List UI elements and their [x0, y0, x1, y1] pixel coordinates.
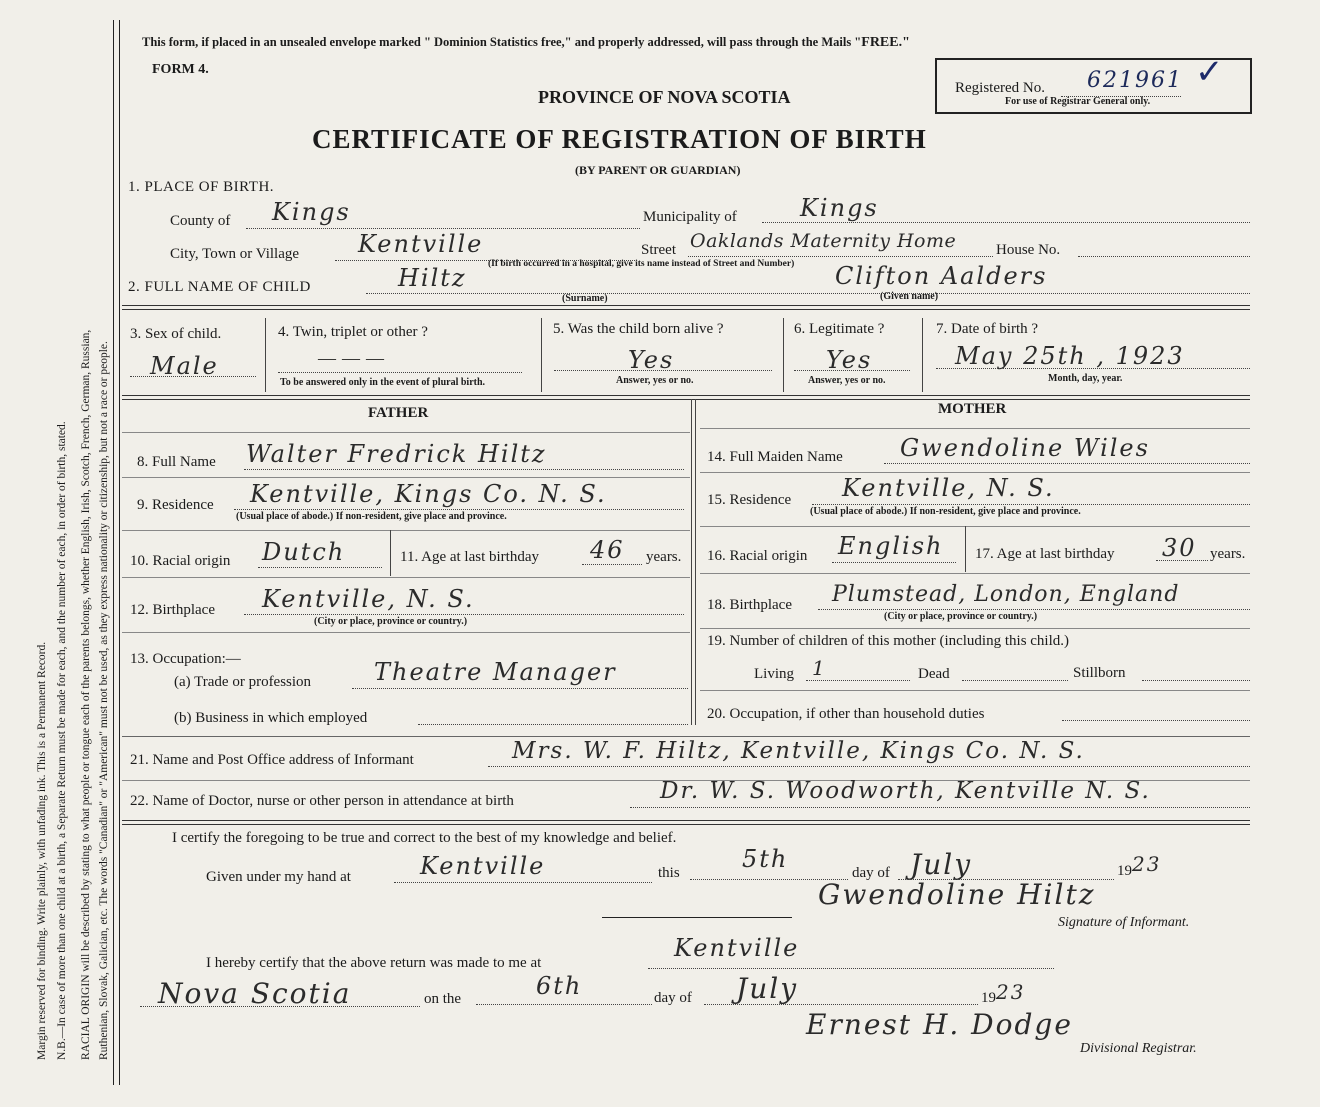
father-race-label: 10. Racial origin — [130, 553, 231, 569]
informant-signature-label: Signature of Informant. — [1058, 915, 1190, 930]
informant-value: Mrs. W. F. Hiltz, Kentville, Kings Co. N. S. — [512, 738, 1085, 764]
father-residence-label: 9. Residence — [137, 497, 214, 513]
father-years: years. — [646, 549, 682, 565]
certify-day: 5th — [742, 845, 789, 873]
divider — [122, 305, 1250, 306]
mother-race-label: 16. Racial origin — [707, 548, 808, 564]
place-of-birth-label: 1. PLACE OF BIRTH. — [128, 179, 275, 195]
city-value: Kentville — [358, 230, 484, 258]
mother-age-label: 17. Age at last birthday — [975, 546, 1115, 562]
father-race-line — [258, 567, 382, 568]
legitimate-note: Answer, yes or no. — [808, 375, 886, 386]
divider — [122, 399, 1250, 400]
mother-residence-note: (Usual place of abode.) If non-resident, give place and province. — [810, 506, 1081, 517]
certify-year: 23 — [1132, 852, 1162, 876]
divider — [122, 395, 1250, 396]
margin-note: N.B.—In case of more than one child at a birth, a Separate Return must be made for each, and the number of each, in order of birth, stated. — [56, 421, 68, 1060]
surname-note: (Surname) — [562, 293, 608, 304]
mother-race-value: English — [838, 532, 944, 560]
given-place-line — [394, 882, 652, 883]
divider-v — [265, 318, 266, 392]
divider — [122, 632, 690, 633]
given-name-note: (Given name) — [880, 291, 939, 302]
stillborn-line — [1142, 680, 1250, 681]
informant-label: 21. Name and Post Office address of Informant — [130, 752, 414, 768]
mother-birthplace-note: (City or place, province or country.) — [884, 611, 1038, 622]
page-subtitle: (BY PARENT OR GUARDIAN) — [575, 163, 741, 177]
registrar-day: 6th — [536, 972, 583, 1000]
divider — [122, 530, 690, 531]
father-name-value: Walter Fredrick Hiltz — [246, 440, 547, 468]
mother-birthplace-label: 18. Birthplace — [707, 597, 792, 613]
father-residence-line — [234, 509, 684, 510]
mother-race-line — [832, 562, 956, 563]
registered-label: Registered No. — [955, 80, 1045, 96]
house-line — [1078, 256, 1250, 257]
postal-note — [142, 35, 910, 51]
divider — [122, 309, 1250, 310]
registered-box — [935, 54, 1252, 114]
certify-year-prefix: 19 — [1117, 863, 1132, 879]
province-heading: PROVINCE OF NOVA SCOTIA — [538, 87, 791, 107]
business-label: (b) Business in which employed — [174, 710, 368, 726]
dob-value: May 25th , 1923 — [955, 342, 1185, 370]
registrar-day-of-label: day of — [654, 990, 692, 1006]
certify-month: July — [910, 848, 973, 881]
living-value: 1 — [812, 656, 827, 680]
hospital-note: (If birth occurred in a hospital, give its name instead of Street and Number) — [488, 259, 795, 269]
sex-line — [130, 376, 256, 377]
municipality-label: Municipality of — [643, 209, 737, 225]
father-residence-value: Kentville, Kings Co. N. S. — [250, 480, 607, 508]
mother-heading: MOTHER — [938, 401, 1007, 417]
child-name-line — [366, 293, 1250, 294]
registrar-province: Nova Scotia — [158, 977, 352, 1010]
street-line — [688, 256, 993, 257]
divider — [700, 526, 1250, 527]
twin-line — [278, 372, 522, 373]
signature-line — [602, 917, 792, 918]
municipality-value: Kings — [800, 194, 879, 222]
municipality-line — [762, 222, 1250, 223]
this-label: this — [658, 865, 680, 881]
doctor-value: Dr. W. S. Woodworth, Kentville N. S. — [660, 778, 1151, 804]
mother-age-value: 30 — [1162, 534, 1197, 562]
legitimate-line — [794, 370, 910, 371]
twin-value: ——— — [318, 348, 390, 368]
registrar-place: Kentville — [674, 934, 800, 962]
center-rule — [691, 399, 692, 725]
margin-note: Ruthenian, Slovak, Galician, etc. The words "Canadian" or "American" must not be used, as they express nationality or citizenship, but not a race or people. — [98, 341, 110, 1060]
legitimate-label: 6. Legitimate ? — [794, 321, 885, 337]
child-given-name: Clifton Aalders — [835, 262, 1048, 290]
father-residence-note: (Usual place of abode.) If non-resident, give place and province. — [236, 511, 507, 522]
father-birthplace-label: 12. Birthplace — [130, 602, 215, 618]
born-alive-note: Answer, yes or no. — [616, 375, 694, 386]
margin-rule-inner — [119, 20, 120, 1085]
sex-value: Male — [150, 352, 219, 380]
registrar-year: 23 — [996, 980, 1026, 1004]
margin-rule — [113, 20, 114, 1085]
mother-occupation-label: 20. Occupation, if other than household duties — [707, 706, 985, 722]
informant-line — [488, 766, 1250, 767]
father-age-line — [582, 564, 642, 565]
registrar-month: July — [736, 972, 799, 1005]
street-label: Street — [641, 242, 676, 258]
mother-occupation-line — [1062, 720, 1250, 721]
divider-v — [541, 318, 542, 392]
divider — [700, 628, 1250, 629]
divider — [122, 577, 690, 578]
house-label: House No. — [996, 242, 1061, 258]
children-label: 19. Number of children of this mother (including this child.) — [707, 633, 1070, 649]
divider — [700, 472, 1250, 473]
divider — [122, 820, 1250, 821]
legitimate-value: Yes — [826, 346, 873, 374]
father-birthplace-line — [244, 614, 684, 615]
born-alive-label: 5. Was the child born alive ? — [553, 321, 724, 337]
checkmark-icon: ✓ — [1195, 54, 1224, 91]
divider — [122, 736, 1250, 737]
given-place-value: Kentville — [420, 852, 546, 880]
sex-label: 3. Sex of child. — [130, 326, 222, 342]
registrar-signature: Ernest H. Dodge — [806, 1008, 1073, 1041]
on-the-label: on the — [424, 991, 462, 1007]
registrar-signature-label: Divisional Registrar. — [1080, 1041, 1197, 1056]
divider-v — [922, 318, 923, 392]
form-number: FORM 4. — [152, 62, 209, 77]
divider — [122, 824, 1250, 825]
registrar-year-prefix: 19 — [981, 990, 996, 1006]
divider-v — [965, 526, 966, 572]
dead-line — [962, 680, 1068, 681]
father-birthplace-value: Kentville, N. S. — [262, 585, 475, 613]
given-under-label: Given under my hand at — [206, 869, 351, 885]
margin-note: RACIAL ORIGIN will be described by stating to what people or tongue each of the parents belongs, whether English, Irish, Scotch, French, German, Russian, — [80, 329, 92, 1060]
father-heading: FATHER — [368, 405, 429, 421]
divider-v — [390, 530, 391, 576]
county-label: County of — [170, 213, 231, 229]
twin-label: 4. Twin, triplet or other ? — [278, 324, 428, 340]
trade-value: Theatre Manager — [374, 658, 617, 686]
mother-age-line — [1156, 560, 1208, 561]
father-name-label: 8. Full Name — [137, 454, 216, 470]
child-name-label: 2. FULL NAME OF CHILD — [128, 279, 311, 295]
informant-signature: Gwendoline Hiltz — [818, 878, 1096, 911]
registered-number: 621961 — [1087, 68, 1183, 93]
doctor-label: 22. Name of Doctor, nurse or other person in attendance at birth — [130, 793, 514, 809]
stillborn-label: Stillborn — [1073, 665, 1126, 681]
father-race-value: Dutch — [262, 538, 346, 566]
mother-name-value: Gwendoline Wiles — [900, 434, 1150, 462]
born-alive-line — [554, 370, 772, 371]
county-line — [246, 228, 640, 229]
certify-day-of-label: day of — [852, 865, 890, 881]
mother-birthplace-line — [818, 609, 1250, 610]
dob-label: 7. Date of birth ? — [936, 321, 1039, 337]
living-label: Living — [754, 666, 794, 682]
mother-birthplace-value: Plumstead, London, England — [832, 582, 1180, 607]
mother-name-line — [884, 463, 1250, 464]
registrar-province-line — [140, 1006, 420, 1007]
page-title: CERTIFICATE OF REGISTRATION OF BIRTH — [312, 124, 927, 154]
trade-label: (a) Trade or profession — [174, 674, 312, 690]
twin-note: To be answered only in the event of plural birth. — [280, 377, 486, 388]
father-birthplace-note: (City or place, province or country.) — [314, 616, 468, 627]
trade-line — [352, 688, 688, 689]
registrar-month-line — [704, 1004, 978, 1005]
dob-note: Month, day, year. — [1048, 373, 1123, 384]
registrar-place-line — [648, 968, 1054, 969]
divider — [122, 477, 690, 478]
mother-residence-line — [812, 504, 1250, 505]
margin-note: Margin reserved for binding. Write plainly, with unfading ink. This is a Permanent Record. — [36, 641, 48, 1060]
living-line — [806, 680, 910, 681]
divider — [700, 573, 1250, 574]
divider-v — [783, 318, 784, 392]
born-alive-value: Yes — [628, 346, 675, 374]
child-surname: Hiltz — [398, 264, 467, 292]
mother-residence-value: Kentville, N. S. — [842, 474, 1055, 502]
registrar-day-line — [476, 1004, 652, 1005]
county-value: Kings — [272, 198, 351, 226]
postal-note-text: This form, if placed in an unsealed envelope marked " Dominion Statistics free," and properly addressed, will pass through the Mails " — [142, 35, 862, 49]
center-rule — [695, 399, 696, 725]
divider — [700, 690, 1250, 691]
divider — [122, 432, 690, 433]
doctor-line — [630, 807, 1250, 808]
registrar-statement: I hereby certify that the above return was made to me at — [206, 955, 542, 971]
mother-name-label: 14. Full Maiden Name — [707, 449, 843, 465]
mother-residence-label: 15. Residence — [707, 492, 792, 508]
occupation-label: 13. Occupation:— — [130, 651, 241, 667]
street-value: Oaklands Maternity Home — [690, 230, 957, 252]
certify-statement: I certify the foregoing to be true and correct to the best of my knowledge and belief. — [172, 830, 677, 846]
business-line — [418, 724, 688, 725]
dob-line — [936, 368, 1250, 369]
city-label: City, Town or Village — [170, 246, 300, 262]
father-age-value: 46 — [590, 536, 625, 564]
father-age-label: 11. Age at last birthday — [400, 549, 539, 565]
divider — [700, 428, 1250, 429]
dead-label: Dead — [918, 666, 950, 682]
postal-free: FREE." — [861, 35, 910, 50]
father-name-line — [244, 469, 684, 470]
mother-years: years. — [1210, 546, 1246, 562]
registrar-note: For use of Registrar General only. — [1005, 96, 1151, 107]
